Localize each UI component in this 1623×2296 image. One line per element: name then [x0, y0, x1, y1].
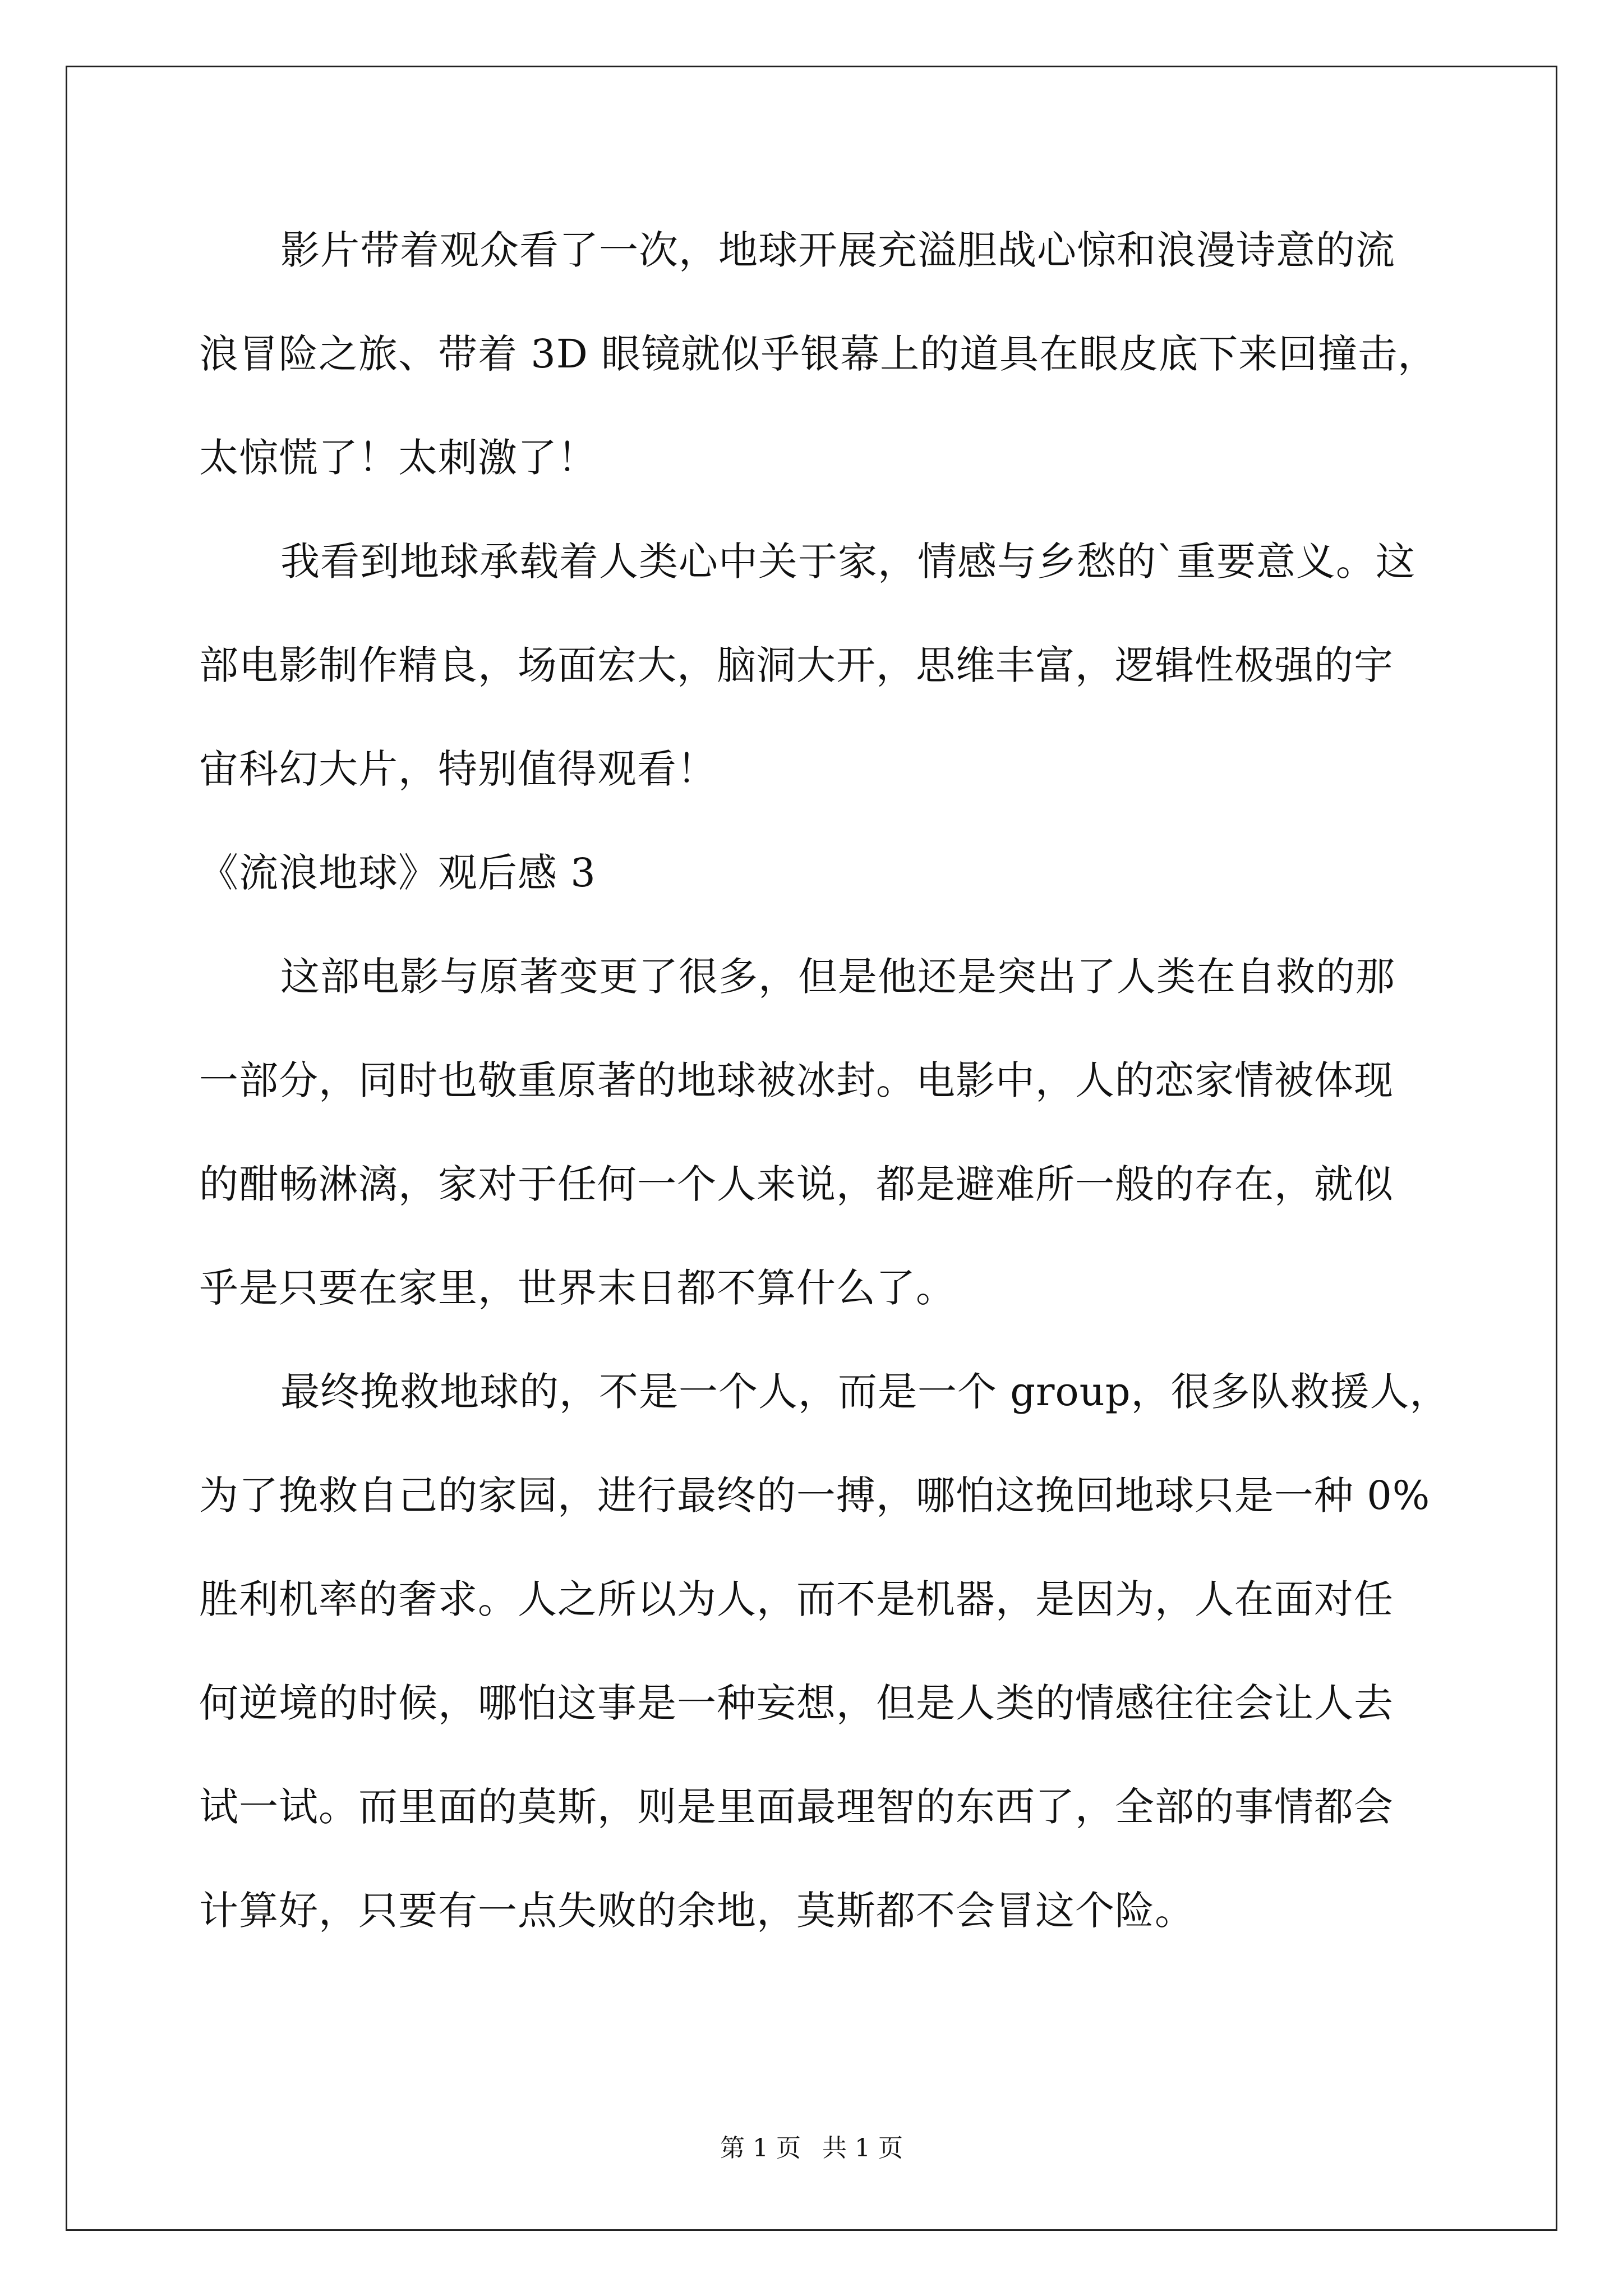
paragraph-3-line-3: 的酣畅淋漓，家对于任何一个人来说，都是避难所一般的存在，就似: [199, 1161, 1394, 1207]
paragraph-4-line-2: 为了挽救自己的家园，进行最终的一搏，哪怕这挽回地球只是一种 0%: [199, 1473, 1431, 1519]
paragraph-2-line-2: 部电影制作精良，场面宏大，脑洞大开，思维丰富，逻辑性极强的宇: [199, 642, 1394, 688]
page-total: 共 1 页: [822, 2134, 903, 2162]
paragraph-4-line-5: 试一试。而里面的莫斯，则是里面最理智的东西了，全部的事情都会: [199, 1784, 1394, 1830]
page-number: 第 1 页: [720, 2134, 801, 2162]
paragraph-3-line-2: 一部分，同时也敬重原著的地球被冰封。电影中，人的恋家情被体现: [199, 1057, 1394, 1103]
page-footer: [0, 2132, 1623, 2165]
paragraph-4-line-4: 何逆境的时候，哪怕这事是一种妄想，但是人类的情感往往会让人去: [199, 1680, 1394, 1726]
section-heading: 《流浪地球》观后感 3: [199, 850, 596, 896]
paragraph-4-line-3: 胜利机率的奢求。人之所以为人，而不是机器，是因为，人在面对任: [199, 1576, 1394, 1622]
paragraph-1-line-3: 太惊慌了！太刺激了！: [199, 435, 597, 481]
paragraph-4-line-1: 最终挽救地球的，不是一个人，而是一个 group，很多队救援人，: [280, 1369, 1450, 1415]
paragraph-4-line-6: 计算好，只要有一点失败的余地，莫斯都不会冒这个险。: [199, 1888, 1195, 1934]
paragraph-2-line-3: 宙科幻大片，特别值得观看！: [199, 746, 717, 792]
paragraph-1-line-2: 浪冒险之旅、带着 3D 眼镜就似乎银幕上的道具在眼皮底下来回撞击，: [199, 331, 1438, 377]
paragraph-3-line-1: 这部电影与原著变更了很多，但是他还是突出了人类在自救的那: [280, 954, 1395, 1000]
paragraph-3-line-4: 乎是只要在家里，世界末日都不算什么了。: [199, 1265, 956, 1311]
paragraph-2-line-1: 我看到地球承载着人类心中关于家，情感与乡愁的`重要意义。这: [280, 539, 1415, 585]
paragraph-1-line-1: 影片带着观众看了一次，地球开展充溢胆战心惊和浪漫诗意的流: [280, 227, 1395, 273]
